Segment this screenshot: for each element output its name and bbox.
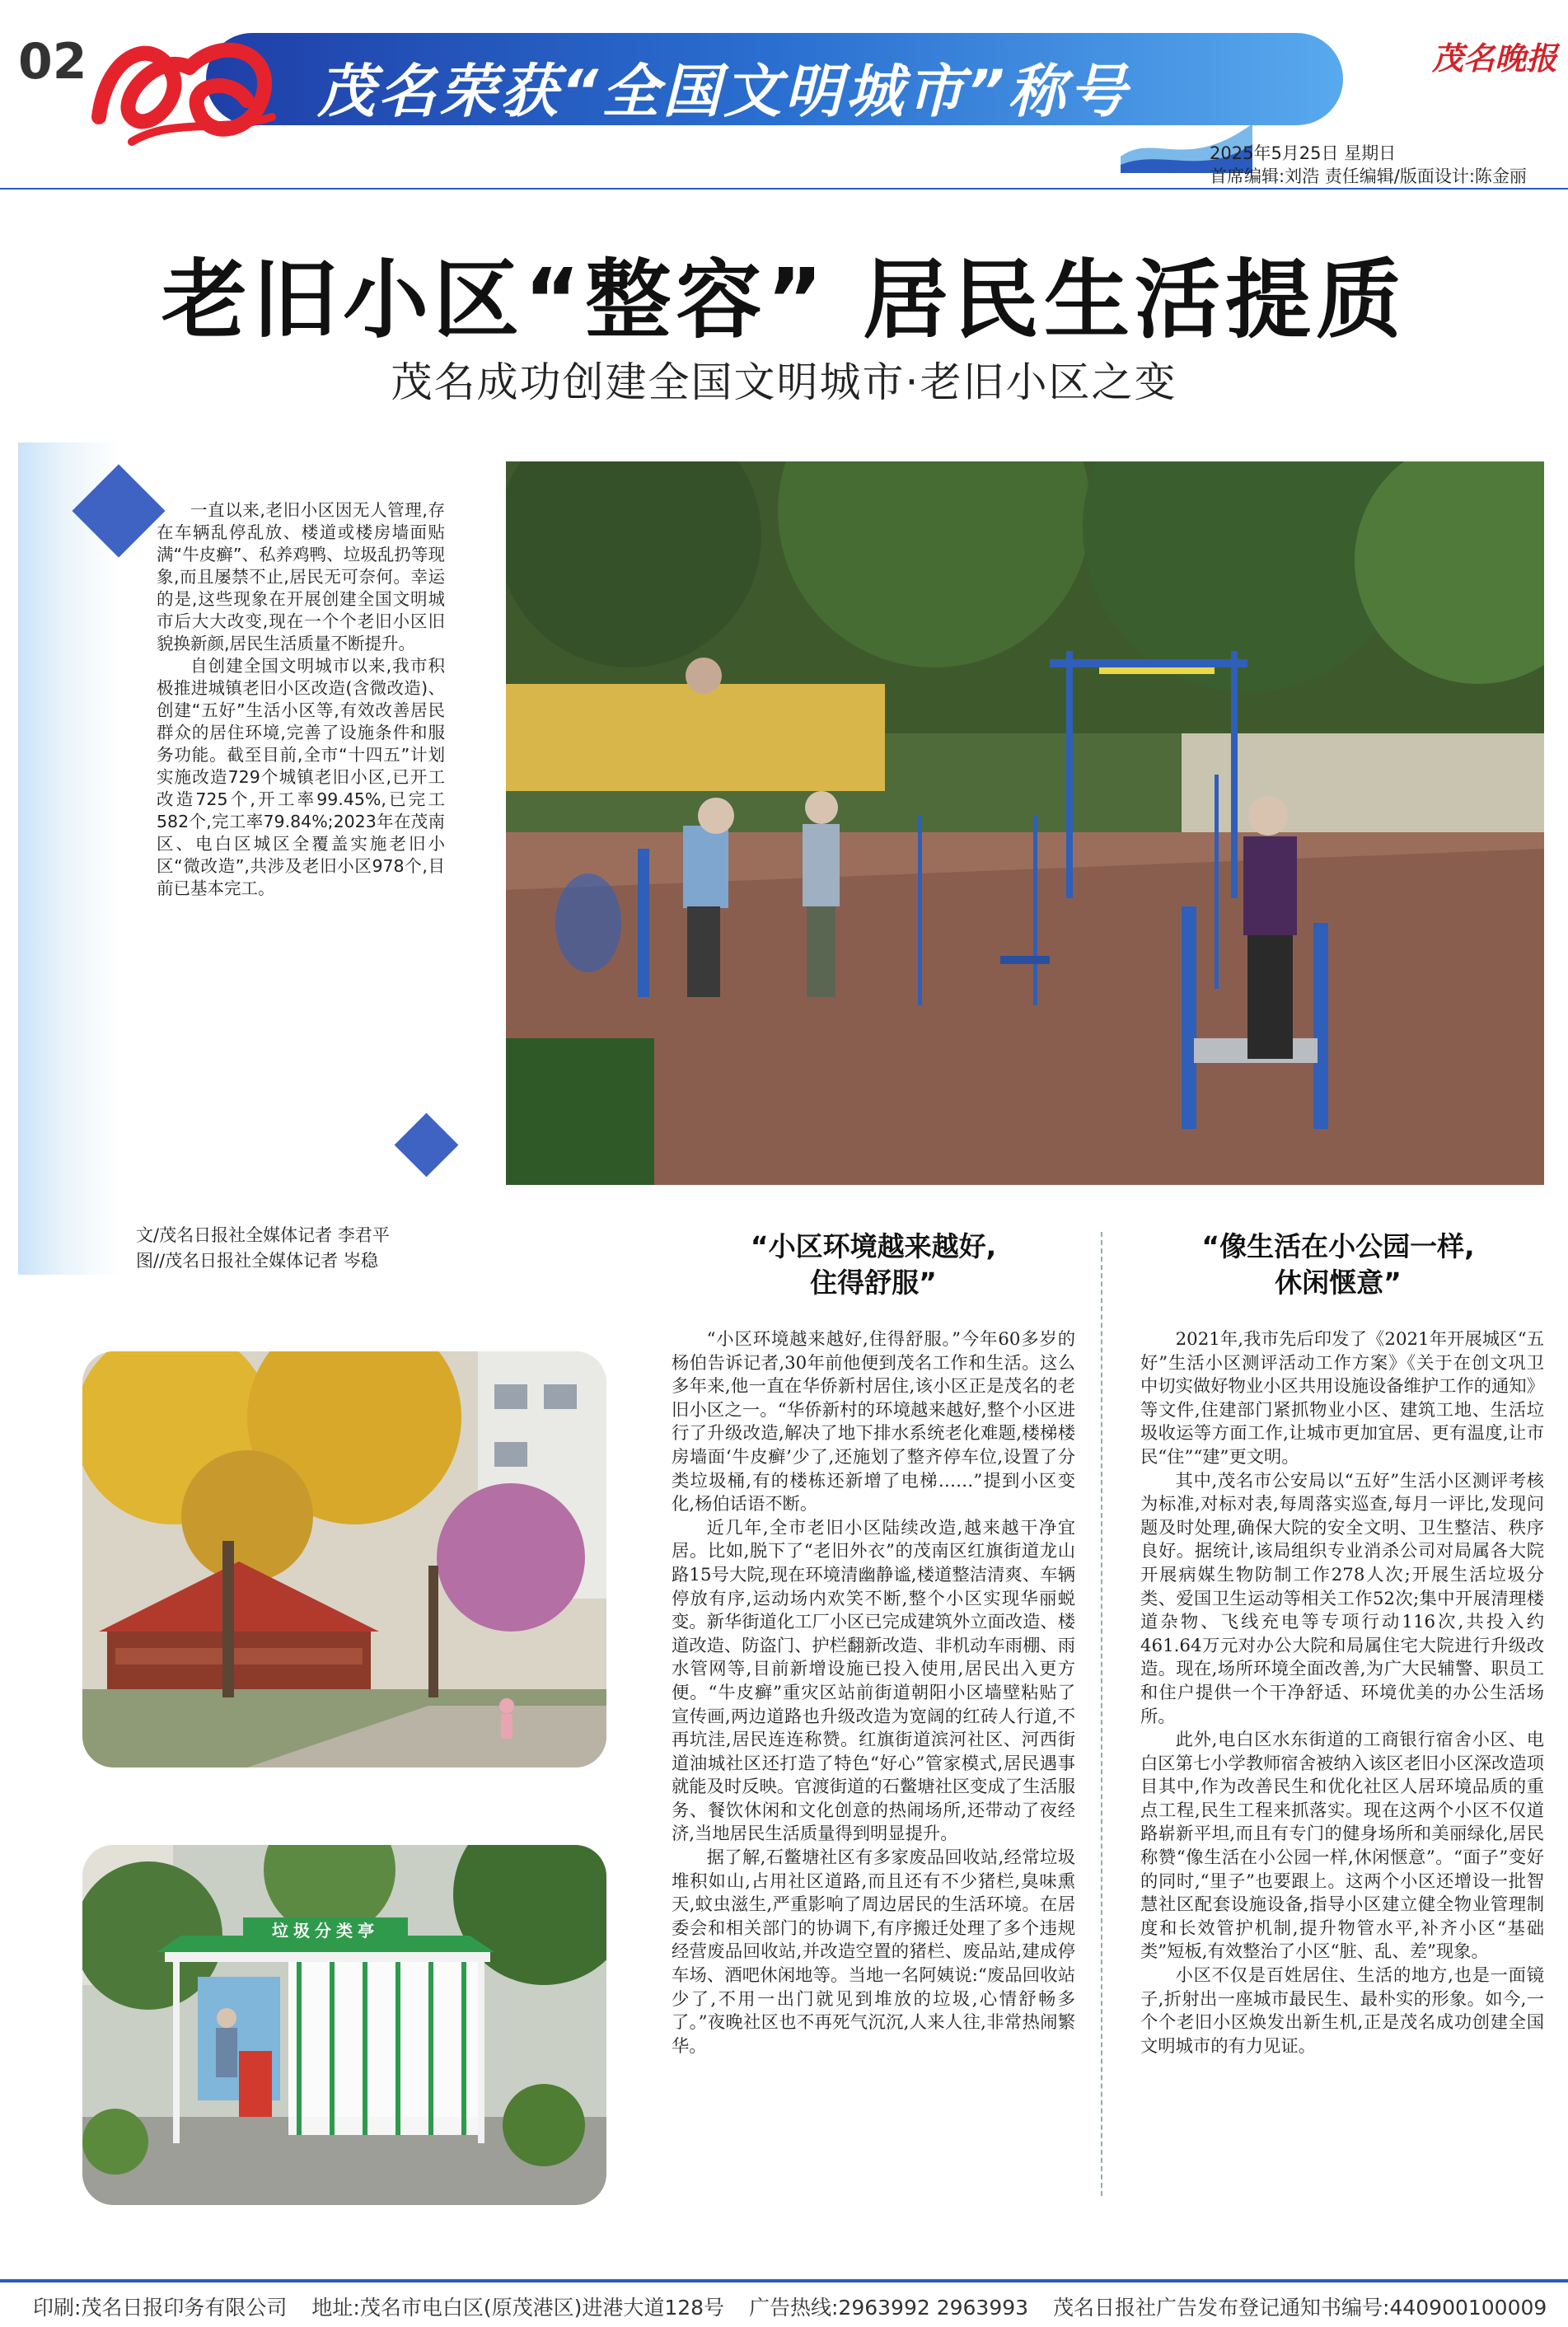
masthead-logo: 茂名晚报 <box>1432 40 1558 77</box>
photo-fitness-area <box>506 461 1544 1185</box>
article-column-1 <box>672 1328 1075 2058</box>
issue-date: 2025年5月25日 星期日 <box>1210 143 1397 163</box>
footer-info <box>33 2292 1549 2321</box>
article-subtitle: 茂名成功创建全国文明城市·老旧小区之变 <box>391 358 1177 406</box>
footer-divider <box>0 2279 1568 2283</box>
editor-credits: 首席编辑:刘浩 责任编辑/版面设计:陈金丽 <box>1210 166 1527 186</box>
column-heading: “小区环境越来越好, 住得舒服” <box>750 1230 997 1299</box>
byline-photographer: 图//茂名日报社全媒体记者 岑稳 <box>136 1251 378 1271</box>
paragraph: 其中,茂名市公安局以“五好”生活小区测评考核为标准,对标对表,每周落实巡查,每月一评比,发现问题及时处理,确保大院的安全文明、卫生整洁、秩序良好。据统计,该局组织专业消杀公司对局属各大院开展病媒生物防制工作278人次;开展生活垃圾分类、爱国卫生运动等相关工作52次;集中开展清理楼道杂物、飞线充电等专项行动116次,共投入约461.64万元对办公大院和局属住宅大院进行升级改造。现在,场所环境全面改善,为广大民辅警、职员工和住户提供一个干净舒适、环境优美的办公生活场所。 <box>1140 1470 1544 1727</box>
intro-text <box>157 499 445 900</box>
paragraph: 近几年,全市老旧小区陆续改造,越来越干净宜居。比如,脱下了“老旧外衣”的茂南区红旗街道龙山路15号大院,现在环境清幽静谧,楼道整洁清爽、车辆停放有序,运动场内欢笑不断,整个小区实现华丽蜕变。新华街道化工厂小区已完成建筑外立面改造、楼道改造、防盗门、护栏翻新改造、非机动车雨棚、雨水管网等,目前新增设施已投入使用,居民出入更方便。“牛皮癣”重灾区站前街道朝阳小区墙壁粘贴了宣传画,两边道路也升级改造为宽阔的红砖人行道,不再坑洼,居民连连称赞。红旗街道滨河社区、河西街道油城社区还打造了特色“好心”管家模式,居民遇事就能及时反映。官渡街道的石鳖塘社区变成了生活服务、餐饮休闲和文化创意的热闹场所,还带动了夜经济,当地居民生活质量得到明显提升。 <box>672 1517 1075 1845</box>
sorting-station-sign: 垃圾分类亭 <box>243 1917 408 1941</box>
article-column-2 <box>1140 1328 1544 2058</box>
ribbon-logo-icon <box>82 18 305 158</box>
paragraph: 此外,电白区水东街道的工商银行宿舍小区、电白区第七小学教师宿舍被纳入该区老旧小区深改造项目其中,作为改善民生和优化社区人居环境品质的重点工程,民生工程来抓落实。现在这两个小区不仅道路崭新平坦,而且有专门的健身场所和美丽绿化,居民称赞“像生活在小公园一样,休闲惬意”。“面子”变好的同时,“里子”也要跟上。这两个小区还增设一批智慧社区配套设施设备,指导小区建立健全物业管理制度和长效管护机制,提升物管水平,补齐小区“基础类”短板,有效整治了小区“脏、乱、差”现象。 <box>1140 1730 1544 1963</box>
footer-printer: 印刷:茂名日报印务有限公司 <box>33 2296 288 2320</box>
header-divider <box>0 188 1568 190</box>
intro-paragraph: 自创建全国文明城市以来,我市积极推进城镇老旧小区改造(含微改造)、创建“五好”生活小区等,有效改善居民群众的居住环境,完善了设施条件和服务功能。截至目前,全市“十四五”计划实施改造729个城镇老旧小区,已开工改造725个,开工率99.45%,已完工582个,完工率79.84%;2023年在茂南区、电白区城区全覆盖实施老旧小区“微改造”,共涉及老旧小区978个,目前已基本完工。 <box>157 656 445 898</box>
column-divider <box>1101 1232 1102 2196</box>
footer-ad-hotline: 广告热线:2963992 2963993 <box>749 2296 1029 2320</box>
footer-address: 地址:茂名市电白区(原茂港区)进港大道128号 <box>311 2296 725 2320</box>
paragraph: “小区环境越来越好,住得舒服。”今年60多岁的杨伯告诉记者,30年前他便到茂名工作和生活。这么多年来,他一直在华侨新村居住,该小区正是茂名的老旧小区之一。“华侨新村的环境越来越好,整个小区进行了升级改造,解决了地下排水系统老化难题,楼梯楼房墙面‘牛皮癣’少了,还施划了整齐停车位,设置了分类垃圾桶,有的楼栋还新增了电梯……”提到小区变化,杨伯话语不断。 <box>672 1329 1075 1515</box>
intro-paragraph: 一直以来,老旧小区因无人管理,存在车辆乱停乱放、楼道或楼房墙面贴满“牛皮癣”、私养鸡鸭、垃圾乱扔等现象,而且屡禁不止,居民无可奈何。幸运的是,这些现象在开展创建全国文明城市后大大改变,现在一个个老旧小区旧貌换新颜,居民生活质量不断提升。 <box>157 500 445 653</box>
byline-writer: 文/茂名日报社全媒体记者 李君平 <box>136 1225 390 1245</box>
paragraph: 2021年,我市先后印发了《2021年开展城区“五好”生活小区测评活动工作方案》《关于在创文巩卫中切实做好物业小区共用设施设备维护工作的通知》等文件,住建部门紧抓物业小区、建筑工地、生活垃圾收运等方面工作,让城市更加宜居、更有温度,让市民“住”“建”更文明。 <box>1140 1329 1544 1468</box>
column-heading: “像生活在小公园一样, 休闲惬意” <box>1201 1230 1475 1299</box>
paragraph: 小区不仅是百姓居住、生活的地方,也是一面镜子,折射出一座城市最民生、最朴实的形象。如今,一个个老旧小区焕发出新生机,正是茂名成功创建全国文明城市的有力见证。 <box>1140 1965 1544 2057</box>
photo-garbage-sorting-station <box>82 1845 606 2205</box>
photo-garden-pavilion <box>82 1351 606 1767</box>
article-headline: 老旧小区“整容” 居民生活提质 <box>161 250 1407 350</box>
page-number: 02 <box>18 33 87 91</box>
footer-ad-registration: 茂名日报社广告发布登记通知书编号:440900100009 <box>1053 2296 1547 2320</box>
paragraph: 据了解,石鳖塘社区有多家废品回收站,经常垃圾堆积如山,占用社区道路,而且还有不少猪栏,臭味熏天,蚊虫滋生,严重影响了周边居民的生活环境。在居委会和相关部门的协调下,有序搬迁处理了多个违规经营废品回收站,并改造空置的猪栏、废品站,建成停车场、酒吧休闲地等。当地一名阿姨说:“废品回收站少了,不用一出门就见到堆放的垃圾,心情舒畅多了。”夜晚社区也不再死气沉沉,人来人往,非常热闹繁华。 <box>672 1847 1075 2057</box>
banner-title: 茂名荣获“全国文明城市”称号 <box>317 58 1130 125</box>
